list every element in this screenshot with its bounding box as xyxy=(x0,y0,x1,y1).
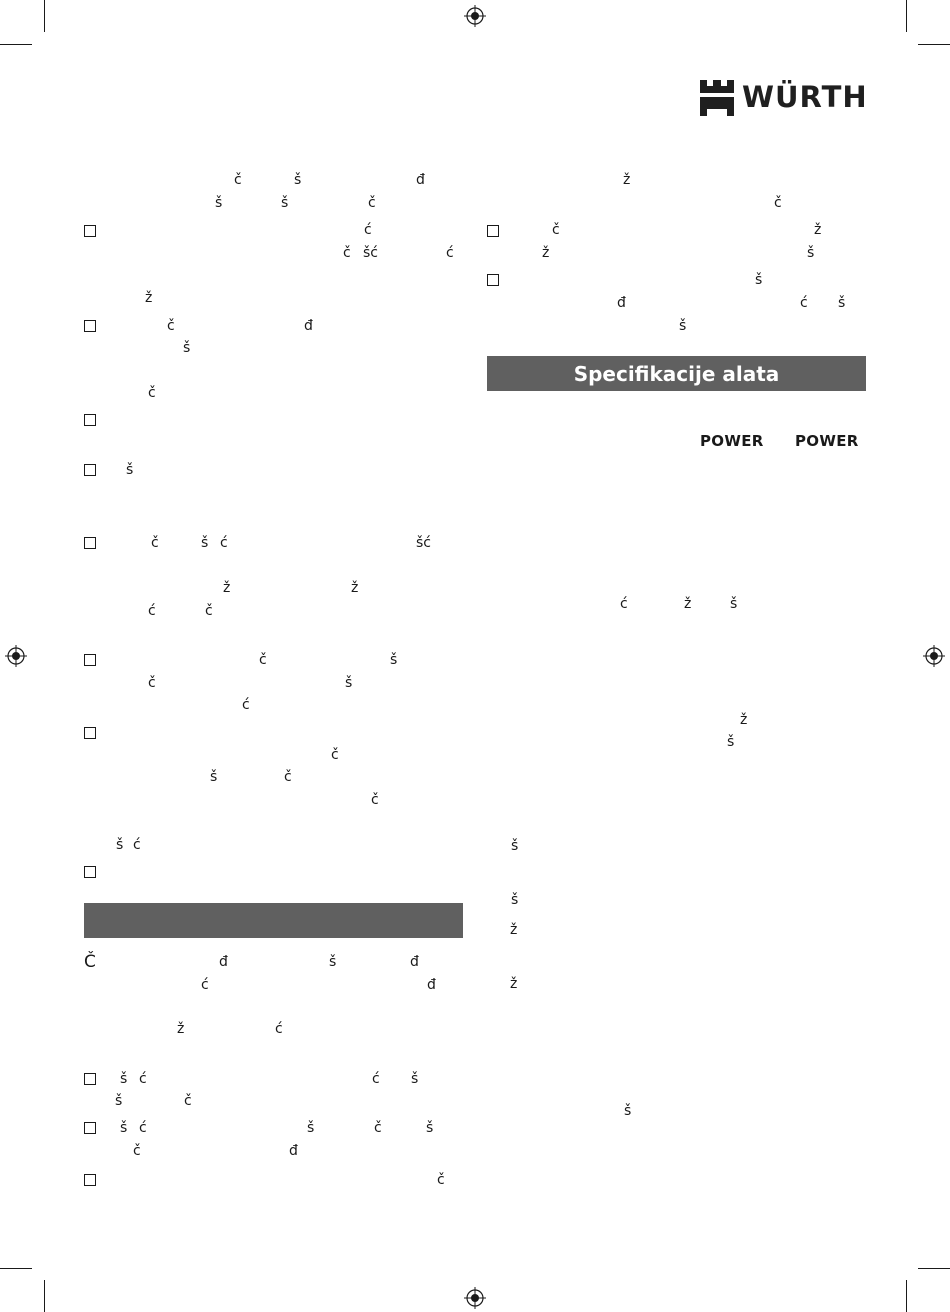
text-glyph: č xyxy=(437,1172,445,1188)
text-glyph: ć xyxy=(364,222,372,238)
text-glyph: ž xyxy=(814,222,822,238)
text-glyph: č xyxy=(133,1143,141,1159)
text-glyph: đ xyxy=(617,295,626,311)
registration-mark-icon xyxy=(5,645,27,667)
registration-mark-icon xyxy=(464,5,486,27)
text-glyph: ć xyxy=(220,535,228,551)
text-glyph: š xyxy=(426,1120,434,1136)
wurth-tower-logo-icon xyxy=(700,80,734,116)
crop-mark xyxy=(906,1280,907,1312)
text-glyph: š xyxy=(838,295,846,311)
text-glyph: š xyxy=(755,272,763,288)
model-name-b: POWER xyxy=(795,432,859,450)
text-glyph: š xyxy=(281,195,289,211)
text-glyph: š xyxy=(210,769,218,785)
text-glyph: š xyxy=(511,838,519,854)
text-glyph: ć xyxy=(620,596,628,612)
text-glyph: č xyxy=(151,535,159,551)
text-glyph: ž xyxy=(623,172,631,188)
text-glyph: š xyxy=(727,734,735,750)
text-glyph: ž xyxy=(510,976,518,992)
text-glyph: č xyxy=(148,385,156,401)
text-glyph: č xyxy=(259,652,267,668)
text-glyph: š xyxy=(807,245,815,261)
text-glyph: č xyxy=(343,245,351,261)
text-glyph: č xyxy=(331,747,339,763)
text-glyph: š xyxy=(390,652,398,668)
text-glyph: š xyxy=(624,1103,632,1119)
section-heading: Specifikacije alata xyxy=(573,361,780,386)
text-glyph: đ xyxy=(427,977,436,993)
text-glyph: Č xyxy=(84,952,96,972)
registration-mark-icon xyxy=(923,645,945,667)
checkbox-bullet xyxy=(84,727,96,739)
text-glyph: š xyxy=(120,1120,128,1136)
text-glyph: ć xyxy=(133,837,141,853)
text-glyph: š xyxy=(679,318,687,334)
crop-mark xyxy=(918,44,950,45)
checkbox-bullet xyxy=(84,654,96,666)
text-glyph: č xyxy=(234,172,242,188)
text-glyph: š xyxy=(126,462,134,478)
text-glyph: ž xyxy=(684,596,692,612)
text-glyph: ć xyxy=(139,1071,147,1087)
text-glyph: ž xyxy=(223,580,231,596)
text-glyph: š xyxy=(183,340,191,356)
checkbox-bullet xyxy=(84,464,96,476)
text-glyph: š xyxy=(116,837,124,853)
checkbox-bullet xyxy=(84,1174,96,1186)
text-glyph: š xyxy=(307,1120,315,1136)
text-glyph: šć xyxy=(363,245,378,261)
text-glyph: š xyxy=(115,1093,123,1109)
section-band-specifications xyxy=(487,356,866,391)
text-glyph: đ xyxy=(410,954,419,970)
checkbox-bullet xyxy=(84,537,96,549)
text-glyph: č xyxy=(184,1093,192,1109)
text-glyph: đ xyxy=(289,1143,298,1159)
text-glyph: č xyxy=(167,318,175,334)
model-name-a: POWER xyxy=(700,432,764,450)
text-glyph: đ xyxy=(304,318,313,334)
text-glyph: ž xyxy=(542,245,550,261)
crop-mark xyxy=(44,0,45,32)
registration-mark-icon xyxy=(464,1287,486,1309)
crop-mark xyxy=(0,44,32,45)
text-glyph: č xyxy=(371,792,379,808)
text-glyph: ž xyxy=(351,580,359,596)
text-glyph: š xyxy=(511,892,519,908)
text-glyph: ć xyxy=(242,697,250,713)
text-glyph: š xyxy=(329,954,337,970)
checkbox-bullet xyxy=(84,1122,96,1134)
text-glyph: č xyxy=(284,769,292,785)
text-glyph: č xyxy=(774,195,782,211)
text-glyph: ć xyxy=(139,1120,147,1136)
checkbox-bullet xyxy=(84,414,96,426)
text-glyph: ć xyxy=(372,1071,380,1087)
text-glyph: š xyxy=(201,535,209,551)
checkbox-bullet xyxy=(84,225,96,237)
text-glyph: šć xyxy=(416,535,431,551)
text-glyph: ž xyxy=(510,922,518,938)
text-glyph: č xyxy=(205,603,213,619)
checkbox-bullet xyxy=(84,1073,96,1085)
checkbox-bullet xyxy=(487,274,499,286)
text-glyph: ć xyxy=(275,1021,283,1037)
text-glyph: č xyxy=(552,222,560,238)
checkbox-bullet xyxy=(84,866,96,878)
checkbox-bullet xyxy=(487,225,499,237)
text-glyph: č xyxy=(148,675,156,691)
brand-wordmark: WÜRTH xyxy=(742,80,868,114)
text-glyph: š xyxy=(411,1071,419,1087)
checkbox-bullet xyxy=(84,320,96,332)
section-band-left xyxy=(84,903,463,938)
text-glyph: š xyxy=(294,172,302,188)
text-glyph: ć xyxy=(446,245,454,261)
text-glyph: š xyxy=(730,596,738,612)
crop-mark xyxy=(44,1280,45,1312)
crop-mark xyxy=(906,0,907,32)
text-glyph: đ xyxy=(219,954,228,970)
text-glyph: š xyxy=(345,675,353,691)
text-glyph: š xyxy=(215,195,223,211)
text-glyph: ć xyxy=(148,603,156,619)
text-glyph: ć xyxy=(201,977,209,993)
text-glyph: ž xyxy=(740,712,748,728)
text-glyph: đ xyxy=(416,172,425,188)
text-glyph: č xyxy=(368,195,376,211)
text-glyph: š xyxy=(120,1071,128,1087)
text-glyph: ž xyxy=(145,290,153,306)
text-glyph: ć xyxy=(800,295,808,311)
crop-mark xyxy=(0,1268,32,1269)
text-glyph: č xyxy=(374,1120,382,1136)
text-glyph: ž xyxy=(177,1021,185,1037)
crop-mark xyxy=(918,1268,950,1269)
